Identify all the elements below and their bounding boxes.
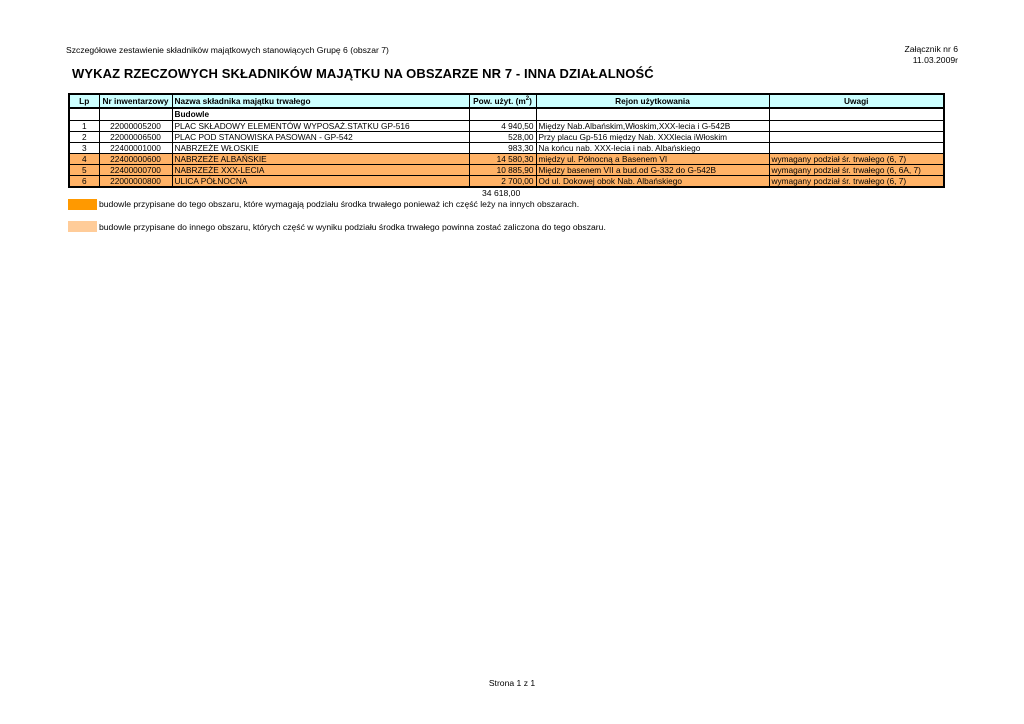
section-label: Budowle	[172, 108, 469, 121]
document-date: 11.03.2009r	[912, 55, 958, 65]
table-header-row	[69, 94, 944, 108]
section-row	[69, 108, 944, 121]
document-subtitle: Szczegółowe zestawienie składników majątkowych stanowiących Grupę 6 (obszar 7)	[66, 45, 389, 55]
cell-region: Między Nab.Albańskim,Włoskim,XXX-lecia i G-542B	[536, 121, 769, 132]
cell-notes: wymagany podział śr. trwałego (6, 7)	[769, 154, 944, 165]
table-row-highlighted	[69, 165, 944, 176]
cell-lp: 5	[69, 165, 99, 176]
cell-inventory-number: 22000006500	[99, 132, 172, 143]
cell-asset-name: PLAC POD STANOWISKA PASOWAN - GP-542	[172, 132, 469, 143]
cell-asset-name: NABRZEŻE WŁOSKIE	[172, 143, 469, 154]
attachment-info	[905, 44, 959, 66]
cell-lp: 3	[69, 143, 99, 154]
cell-lp: 6	[69, 176, 99, 188]
cell-lp: 1	[69, 121, 99, 132]
cell-lp: 4	[69, 154, 99, 165]
page-title: WYKAZ RZECZOWYCH SKŁADNIKÓW MAJĄTKU NA OBSZARZE NR 7 - INNA DZIAŁALNOŚĆ	[72, 66, 654, 81]
page-number: Strona 1 z 1	[488, 678, 536, 688]
legend-text-light-orange: budowle przypisane do innego obszaru, których część w wyniku podziału środka trwałego powinna zostać zaliczona do tego obszaru.	[99, 222, 606, 232]
legend-swatch-orange	[68, 199, 97, 210]
col-header-area	[469, 94, 536, 108]
cell-asset-name: PLAC SKŁADOWY ELEMENTÓW WYPOSAŻ.STATKU GP-516	[172, 121, 469, 132]
section-cell-empty	[99, 108, 172, 121]
col-header-inventory-number: Nr inwentarzowy	[99, 94, 172, 108]
col-header-lp: Lp	[69, 94, 99, 108]
cell-area: 983,30	[469, 143, 536, 154]
table-row	[69, 143, 944, 154]
legend-swatch-light-orange	[68, 221, 97, 232]
table-row-highlighted	[69, 154, 944, 165]
cell-area: 14 580,30	[469, 154, 536, 165]
col-header-asset-name: Nazwa składnika majątku trwałego	[172, 94, 469, 108]
cell-asset-name: NABRZEŻE XXX-LECIA	[172, 165, 469, 176]
attachment-number: Załącznik nr 6	[904, 44, 958, 54]
cell-inventory-number: 22000000800	[99, 176, 172, 188]
table-row	[69, 132, 944, 143]
cell-asset-name: NABRZEŻE ALBAŃSKIE	[172, 154, 469, 165]
cell-area: 2 700,00	[469, 176, 536, 188]
area-header-close: )	[529, 96, 532, 106]
col-header-region: Rejon użytkowania	[536, 94, 769, 108]
col-header-notes: Uwagi	[769, 94, 944, 108]
assets-table	[68, 93, 945, 188]
table-row	[69, 121, 944, 132]
cell-inventory-number: 22400001000	[99, 143, 172, 154]
cell-area: 528,00	[469, 132, 536, 143]
table-row-highlighted	[69, 176, 944, 188]
cell-asset-name: ULICA PÓŁNOCNA	[172, 176, 469, 188]
cell-notes	[769, 121, 944, 132]
section-cell-empty	[536, 108, 769, 121]
cell-region: Przy placu Gp-516 między Nab. XXXlecia iWłoskim	[536, 132, 769, 143]
cell-notes	[769, 132, 944, 143]
cell-region: Między basenem VII a bud.od G-332 do G-542B	[536, 165, 769, 176]
area-header-text: Pow. użyt. (m	[473, 96, 526, 106]
cell-inventory-number: 22400000700	[99, 165, 172, 176]
cell-notes	[769, 143, 944, 154]
cell-area: 4 940,50	[469, 121, 536, 132]
cell-region: Na końcu nab. XXX-lecia i nab. Albańskiego	[536, 143, 769, 154]
cell-lp: 2	[69, 132, 99, 143]
legend-text-orange: budowle przypisane do tego obszaru, które wymagają podziału środka trwałego ponieważ ich część leży na innych obszarach.	[99, 199, 580, 209]
section-cell-empty	[769, 108, 944, 121]
cell-region: między ul. Północną a Basenem VI	[536, 154, 769, 165]
area-total: 34 618,00	[482, 188, 521, 198]
cell-region: Od ul. Dokowej obok Nab. Albańskiego	[536, 176, 769, 188]
cell-notes: wymagany podział śr. trwałego (6, 6A, 7)	[769, 165, 944, 176]
cell-inventory-number: 22400000600	[99, 154, 172, 165]
cell-notes: wymagany podział śr. trwałego (6, 7)	[769, 176, 944, 188]
cell-area: 10 885,90	[469, 165, 536, 176]
cell-inventory-number: 22000005200	[99, 121, 172, 132]
section-cell-empty	[69, 108, 99, 121]
area-header-superscript: 2	[525, 96, 530, 103]
section-cell-empty	[469, 108, 536, 121]
